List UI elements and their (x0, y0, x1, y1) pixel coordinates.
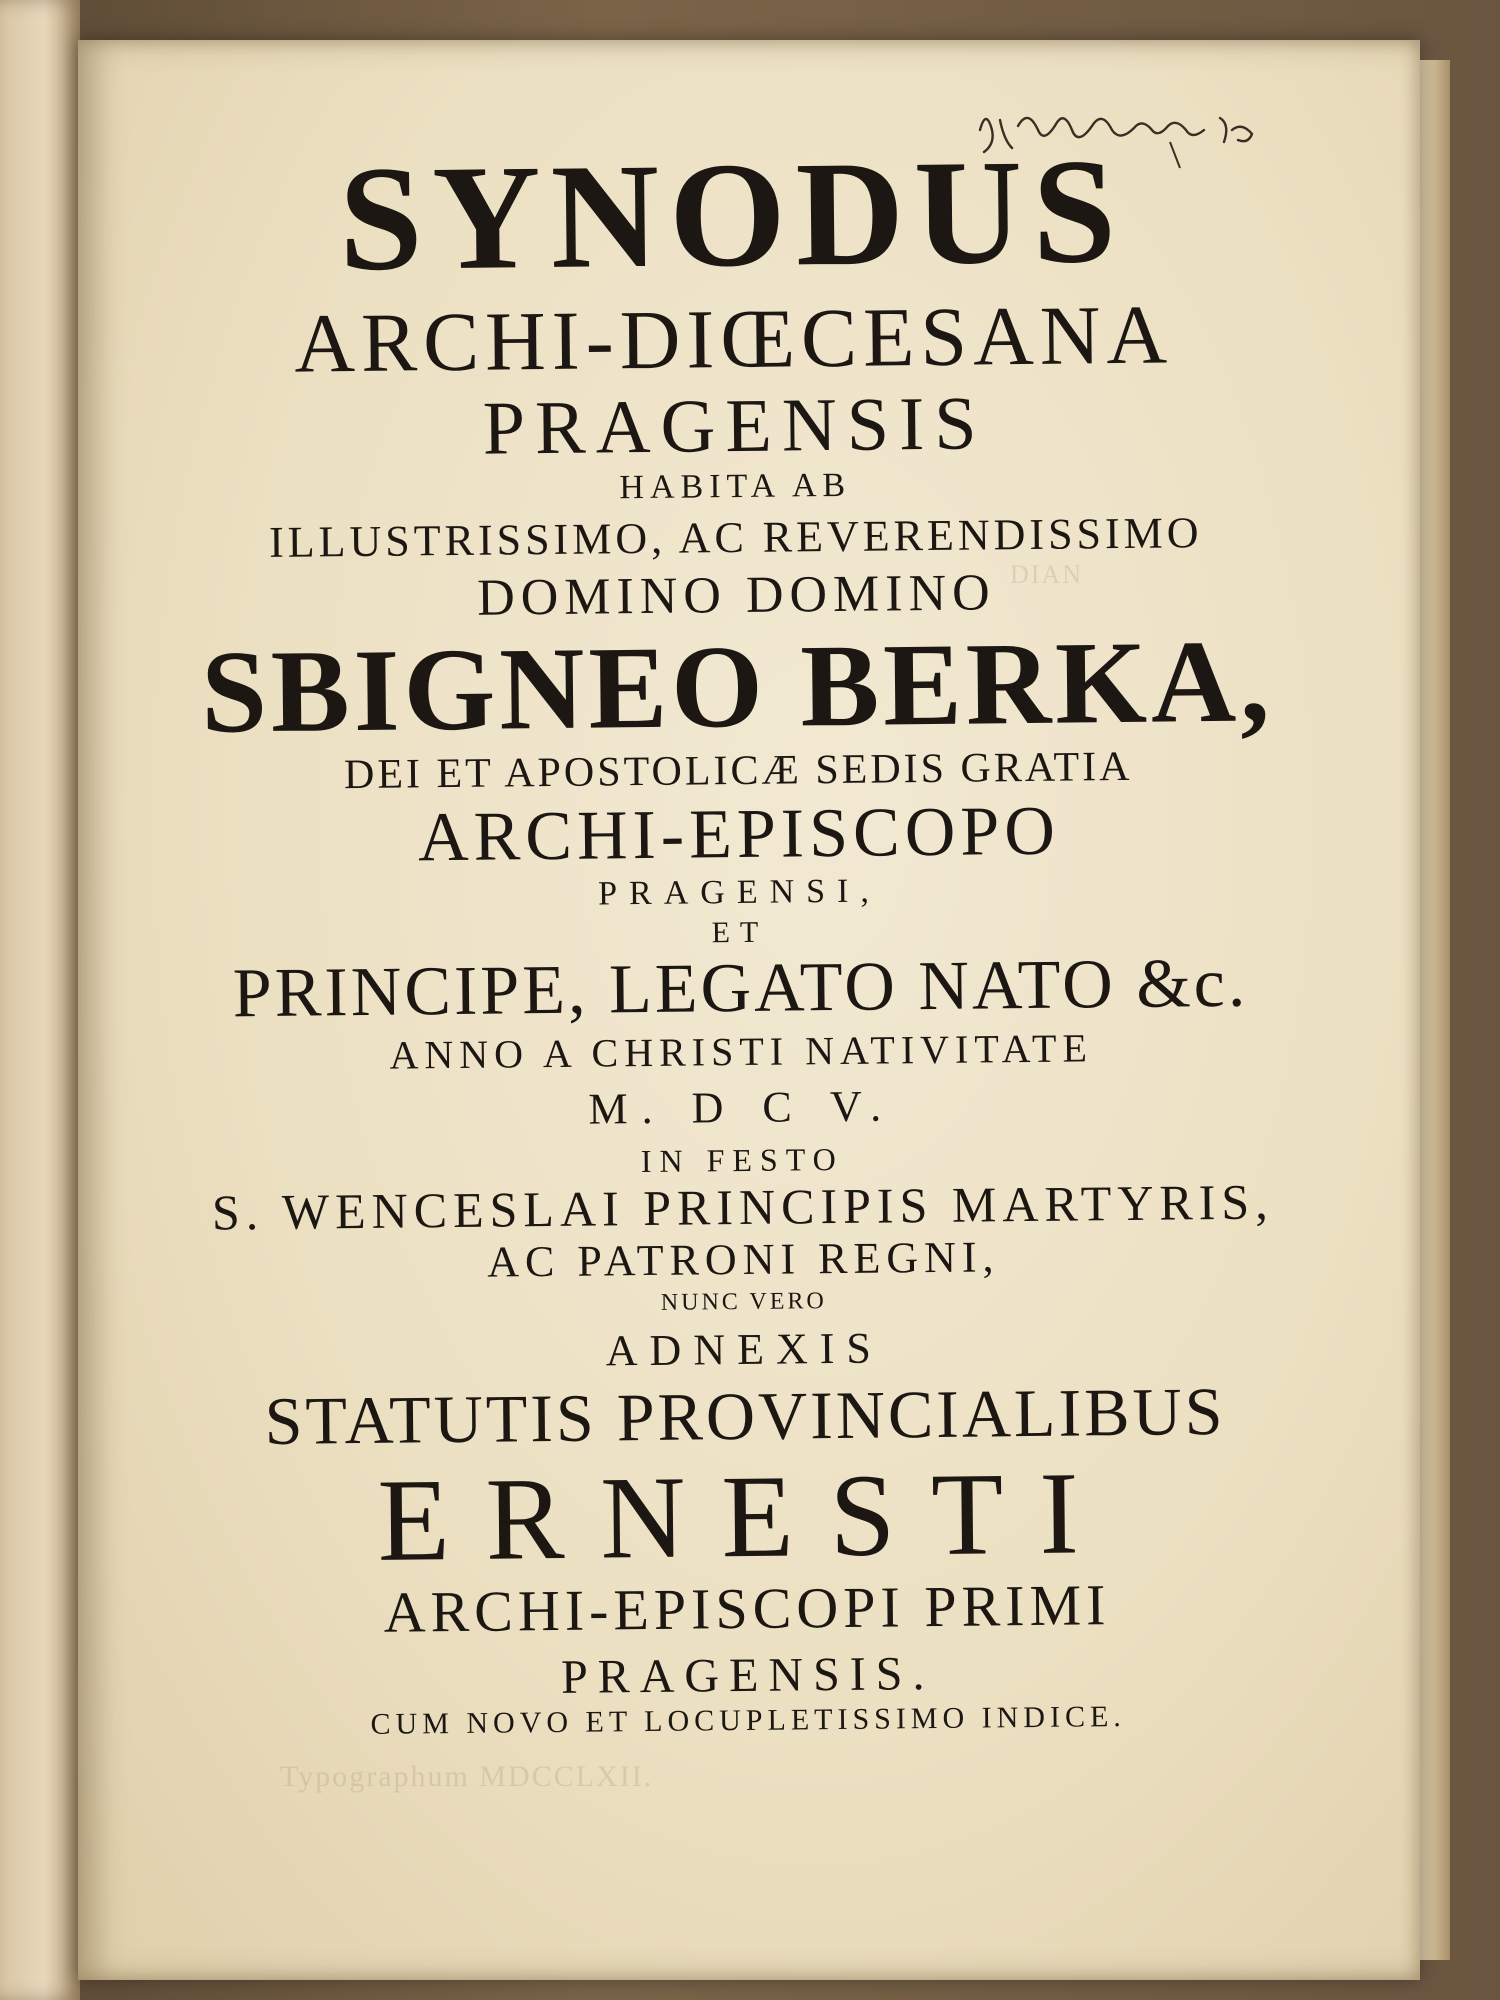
title-text-block (112, 127, 1369, 1743)
show-through-text: DIAN (1010, 560, 1083, 589)
line-statutis: STATUTIS PROVINCIALIBUS (264, 1372, 1226, 1460)
line-principe: PRINCIPE, LEGATO NATO &c. (232, 944, 1249, 1033)
line-ernesti: ERNESTI (376, 1447, 1116, 1586)
line-illustrissimo: ILLUSTRISSIMO, AC REVERENDISSIMO (268, 508, 1203, 567)
line-nunc-vero: NUNC VERO (660, 1288, 827, 1316)
line-archiepiscopo: ARCHI-EPISCOPO (417, 792, 1061, 877)
line-ac-patroni: AC PATRONI REGNI, (486, 1232, 1000, 1287)
line-pragensis-final: PRAGENSIS. (560, 1647, 935, 1704)
line-dei-gratia: DEI ET APOSTOLICÆ SEDIS GRATIA (343, 743, 1133, 799)
left-page-edge (0, 0, 80, 2000)
title-pragensis: PRAGENSIS (482, 381, 988, 471)
line-et: ET (711, 915, 769, 950)
line-archiepiscopi-primi: ARCHI-EPISCOPI PRIMI (383, 1572, 1111, 1645)
line-in-festo: IN FESTO (640, 1140, 844, 1180)
line-anno: ANNO A CHRISTI NATIVITATE (389, 1025, 1094, 1078)
show-through-text: Typographum MDCCLXII. (280, 1760, 654, 1793)
line-sbigneo-berka: SBIGNEO BERKA, (200, 615, 1275, 758)
line-year-mdcv: M. D C V. (588, 1081, 896, 1134)
title-archidioecesana: ARCHI-DIŒCESANA (293, 288, 1174, 391)
line-pragensi: PRAGENSI, (597, 872, 882, 913)
line-domino: DOMINO DOMINO (476, 564, 996, 627)
title-synodus: SYNODUS (338, 127, 1127, 303)
line-habita-ab: HABITA AB (619, 466, 852, 507)
line-cum-novo: CUM NOVO ET LOCUPLETISSIMO INDICE. (370, 1700, 1126, 1741)
line-wenceslai: S. WENCESLAI PRINCIPIS MARTYRIS, (211, 1173, 1274, 1241)
line-adnexis: ADNEXIS (605, 1323, 884, 1376)
